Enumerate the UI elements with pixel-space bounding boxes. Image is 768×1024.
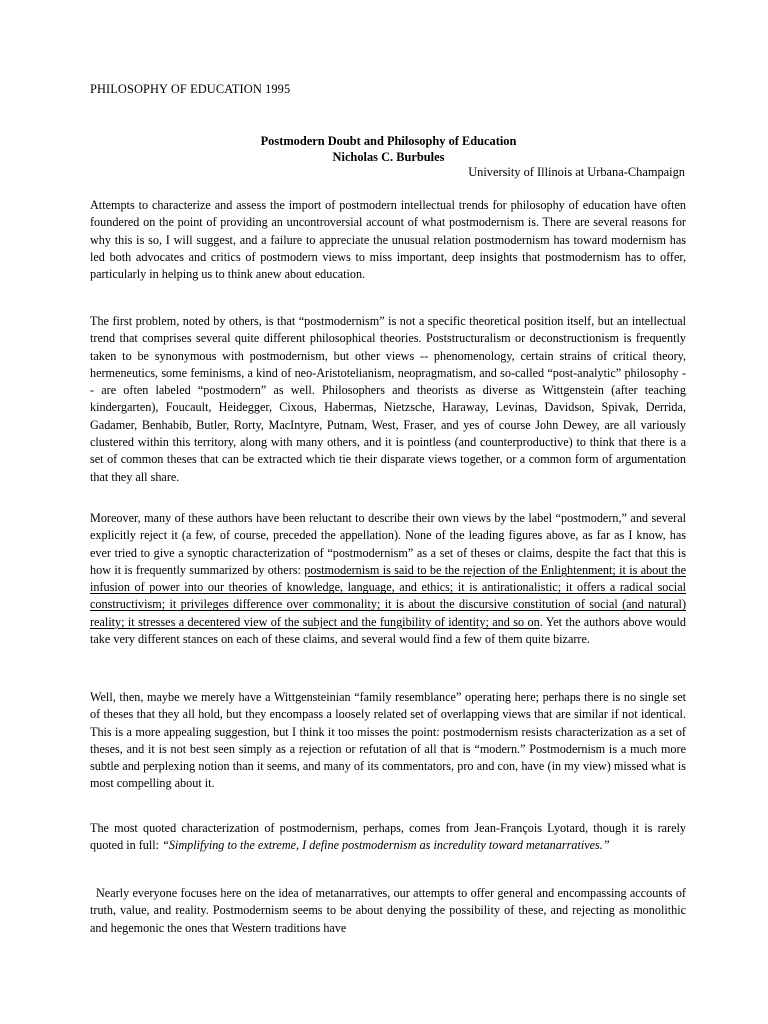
paragraph-3 xyxy=(90,510,686,648)
paragraph-1: Attempts to characterize and assess the import of postmodern intellectual trends for philosophy of education have often foundered on the point of providing an uncontroversial account of what postmodernism is. There are several reasons for why this is so, I will suggest, and a failure to appreciate the unusual relation postmodernism has toward modernism has led both advocates and critics of postmodern views to miss important, deep insights that postmodernism has to offer, particularly in helping us to think anew about education. xyxy=(90,198,686,282)
lyotard-quote: “Simplifying to the extreme, I define postmodernism as incredulity toward metanarratives.” xyxy=(162,838,610,853)
paragraph-5-intro: The most quoted characterization of postmodernism, perhaps, comes from Jean-François Lyotard, though it is rarely quoted in full: xyxy=(90,821,686,853)
running-header: PHILOSOPHY OF EDUCATION 1995 xyxy=(90,82,291,96)
paragraph-4: Well, then, maybe we merely have a Wittgensteinian “family resemblance” operating here; perhaps there is no single set of theses that they all hold, but they encompass a loosely related set of overlapping views that are similar if not identical. This is a more appealing suggestion, but I think it too misses the point: postmodernism resists characterization as a set of theses, and it is not best seen simply as a rejection or refutation of all that is “modern.” Postmodernism is a much more subtle and perplexing notion than it seems, and many of its commentators, pro and con, have (in my view) missed what is most compelling about it. xyxy=(90,690,686,791)
author-affiliation: University of Illinois at Urbana-Champaign xyxy=(468,165,685,179)
paragraph-6: Nearly everyone focuses here on the idea of metanarratives, our attempts to offer general and encompassing accounts of truth, value, and reality. Postmodernism seems to be about denying the possibility of these, and rejecting as monolithic and hegemonic the ones that Western traditions have xyxy=(90,886,686,935)
title-block xyxy=(90,134,687,165)
underlined-passage: postmodernism is said to be the rejection of the Enlightenment; it is about the infusion of power into our theories of knowledge, language, and ethics; it is antirationalistic; it offers a radical social constructivism; it privileges difference over commonality; it is about the discursive constitution of social (and natural) reality; it stresses a decentered view of the subject and the fungibility of identity; and so on xyxy=(90,562,686,629)
paragraph-3-intro: Moreover, many of these authors have been reluctant to describe their own views by the label “postmodern,” and several explicitly reject it (a few, of course, preceded the appellation). None of the leading figures above, as far as I know, has ever tried to give a synoptic characterization of “postmodernism” as a set of theses or claims, despite the fact that this is how it is frequently summarized by others: xyxy=(90,511,686,577)
paragraph-5 xyxy=(90,820,686,855)
paragraph-3-outro: . Yet the authors above would take very different stances on each of these claims, and several would find a few of them quite bizarre. xyxy=(90,614,687,647)
paragraph-2: The first problem, noted by others, is that “postmodernism” is not a specific theoretical position itself, but an intellectual trend that comprises several quite different philosophical theories. Poststructuralism or deconstructionism is frequently taken to be synonymous with postmodernism, but other views -- phenomenology, certain strains of critical theory, hermeneutics, some feminisms, a kind of neo-Aristotelianism, neopragmatism, and so-called “post-analytic” philosophy -- are often labeled “postmodern” as well. Philosophers and theorists as diverse as Wittgenstein (after teaching kindergarten), Foucault, Heidegger, Cixous, Habermas, Nietzsche, Haraway, Levinas, Davidson, Spivak, Derrida, Gadamer, Benhabib, Butler, Rorty, MacIntyre, Putnam, West, Fraser, and yes of course John Dewey, are all variously clustered within this territory, along with many others, and it is pointless (and counterproductive) to think that there is a set of common theses that can be extracted which tie their disparate views together, or a common form of argumentation that they all share. xyxy=(90,314,686,484)
paper-title: Postmodern Doubt and Philosophy of Education xyxy=(260,134,517,148)
author-name: Nicholas C. Burbules xyxy=(332,149,445,164)
